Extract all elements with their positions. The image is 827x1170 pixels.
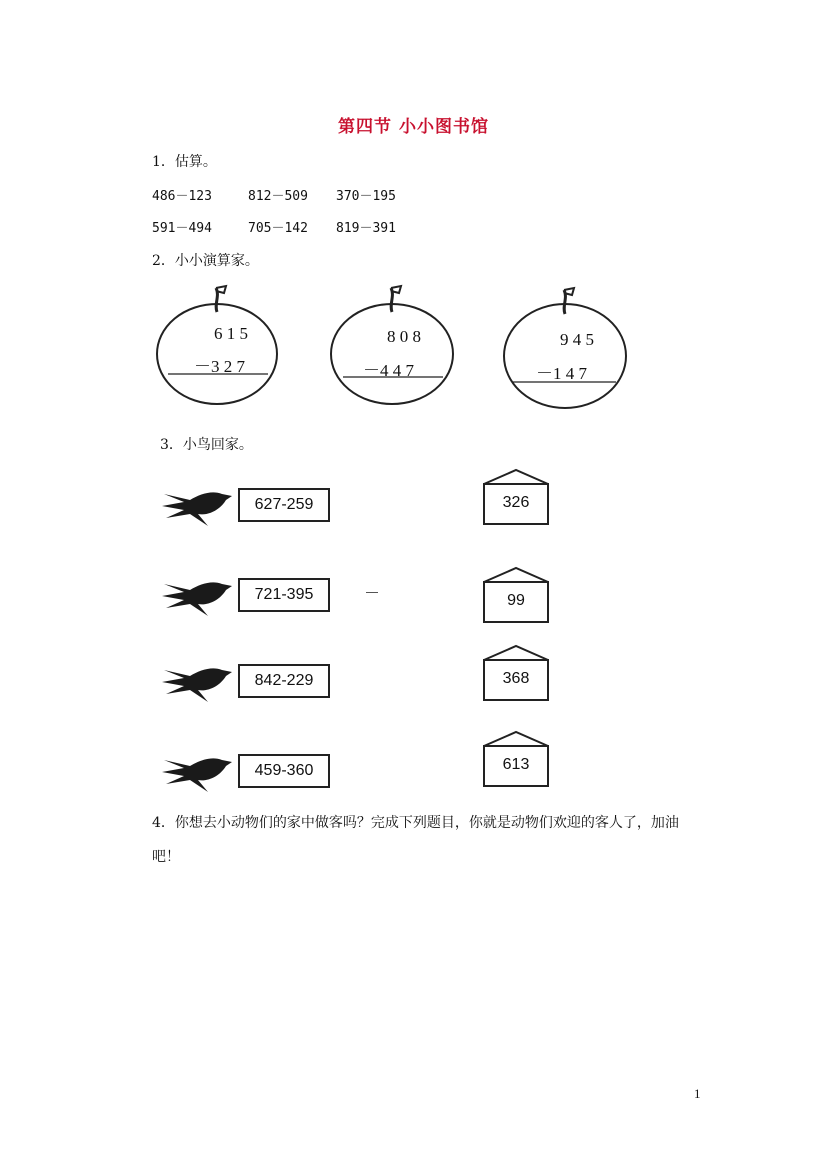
page-title: 第四节 小小图书馆 xyxy=(338,117,489,137)
house xyxy=(482,468,550,526)
bird-icon xyxy=(160,750,240,796)
house-number: 326 xyxy=(502,494,530,511)
question-3-label: 3．小鸟回家。 xyxy=(160,437,253,453)
house xyxy=(482,730,550,788)
bird-expression-box: 627-259 xyxy=(238,488,330,522)
page-number: 1 xyxy=(694,1086,701,1101)
bird-icon xyxy=(160,660,240,706)
house-number: 613 xyxy=(502,756,530,773)
question-4-text-continued: 吧！ xyxy=(152,849,180,865)
minuend: 8 0 8 xyxy=(387,327,421,346)
bird-problem xyxy=(160,748,340,796)
house-number: 99 xyxy=(507,592,525,609)
estimate-expression: 705－142 xyxy=(248,221,308,236)
bird-expression-box: 842-229 xyxy=(238,664,330,698)
bird-icon xyxy=(160,484,240,530)
estimate-expression: 370－195 xyxy=(336,189,396,204)
bird-problem xyxy=(160,482,340,530)
estimate-expression: 486－123 xyxy=(152,189,212,204)
bird-icon xyxy=(160,574,240,620)
minuend: 6 1 5 xyxy=(214,324,248,343)
apple-icon xyxy=(150,282,285,414)
subtrahend: －1 4 7 xyxy=(536,364,587,383)
question-1-label: 1．估算。 xyxy=(152,154,217,170)
house xyxy=(482,566,550,624)
bird-problem xyxy=(160,658,340,706)
scan-mark xyxy=(366,592,378,593)
estimate-expression: 591－494 xyxy=(152,221,212,236)
house xyxy=(482,644,550,702)
subtrahend: －4 4 7 xyxy=(363,361,414,380)
apple-icon xyxy=(325,282,460,414)
minuend: 9 4 5 xyxy=(560,330,594,349)
apple-problem xyxy=(150,282,285,414)
question-2-label: 2．小小演算家。 xyxy=(152,253,259,269)
apple-problem xyxy=(498,282,633,414)
estimate-expression: 819－391 xyxy=(336,221,396,236)
bird-problem xyxy=(160,572,340,620)
apple-problem xyxy=(325,282,460,414)
bird-expression-box: 459-360 xyxy=(238,754,330,788)
bird-expression-box: 721-395 xyxy=(238,578,330,612)
house-number: 368 xyxy=(502,670,530,687)
subtrahend: －3 2 7 xyxy=(194,357,245,376)
question-4-text: 4．你想去小动物们的家中做客吗？完成下列题目，你就是动物们欢迎的客人了，加油 xyxy=(152,815,679,831)
estimate-expression: 812－509 xyxy=(248,189,308,204)
